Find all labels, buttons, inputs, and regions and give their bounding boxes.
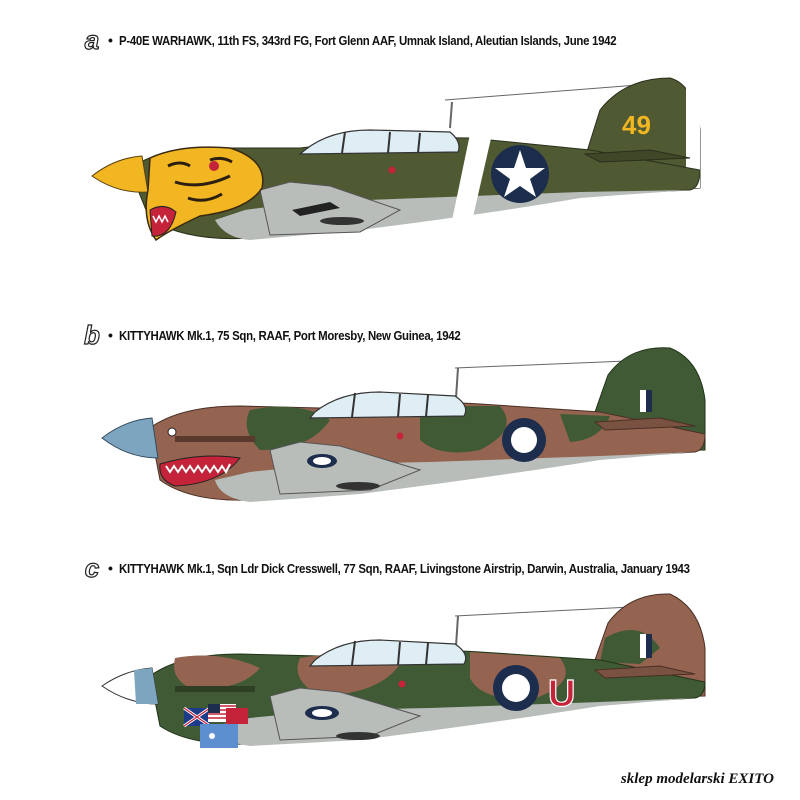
caption-text: P-40E WARHAWK, 11th FS, 343rd FG, Fort Glenn AAF, Umnak Island, Aleutian Islands, June 1942	[118, 32, 617, 48]
antenna-mast	[456, 368, 458, 398]
fuselage-code: U	[548, 673, 576, 715]
shark-eye	[168, 428, 176, 436]
canopy	[300, 130, 459, 154]
profile-letter: c	[84, 553, 100, 583]
antenna-mast	[450, 102, 452, 128]
bullet: •	[108, 327, 113, 343]
wing-roundel-inner	[313, 457, 331, 465]
spinner-blue	[102, 418, 158, 458]
canopy	[310, 392, 466, 418]
bullet: •	[108, 32, 113, 48]
spinner-yellow	[92, 156, 148, 192]
exhaust-stacks	[175, 436, 255, 442]
antenna-mast	[456, 616, 458, 646]
profile-a-p40e-warhawk	[0, 70, 800, 260]
profile-letter: b	[84, 320, 100, 350]
tail-code: 49	[622, 110, 651, 140]
fuselage-marker	[389, 167, 396, 174]
profile-c-kittyhawk-77sqn	[0, 588, 800, 758]
caption-c	[82, 555, 782, 581]
fin-flash-blue	[646, 390, 652, 412]
watermark: sklep modelarski EXITO	[620, 771, 774, 787]
profile-letter: a	[84, 25, 100, 55]
fuselage-marker	[397, 433, 404, 440]
bullet: •	[108, 560, 113, 576]
raaf-roundel-inner	[502, 674, 530, 702]
caption-text: KITTYHAWK Mk.1, Sqn Ldr Dick Cresswell, 77 Sqn, RAAF, Livingstone Airstrip, Darwin, Australia, January 1943	[118, 560, 690, 576]
profile-b-kittyhawk-75sqn	[0, 340, 800, 520]
raaf-roundel-inner	[511, 427, 537, 453]
wheel-well	[320, 217, 364, 225]
wheel-well	[336, 732, 380, 740]
exhaust-stacks	[175, 686, 255, 692]
caption-text: KITTYHAWK Mk.1, 75 Sqn, RAAF, Port Moresby, New Guinea, 1942	[118, 327, 461, 343]
caption-a	[82, 27, 697, 53]
fuselage-marker	[399, 681, 406, 688]
tiger-eye	[209, 161, 219, 171]
wheel-well	[336, 482, 380, 490]
canopy	[310, 640, 466, 666]
wing-roundel-inner	[312, 709, 332, 717]
fin-flash-blue	[646, 634, 652, 658]
